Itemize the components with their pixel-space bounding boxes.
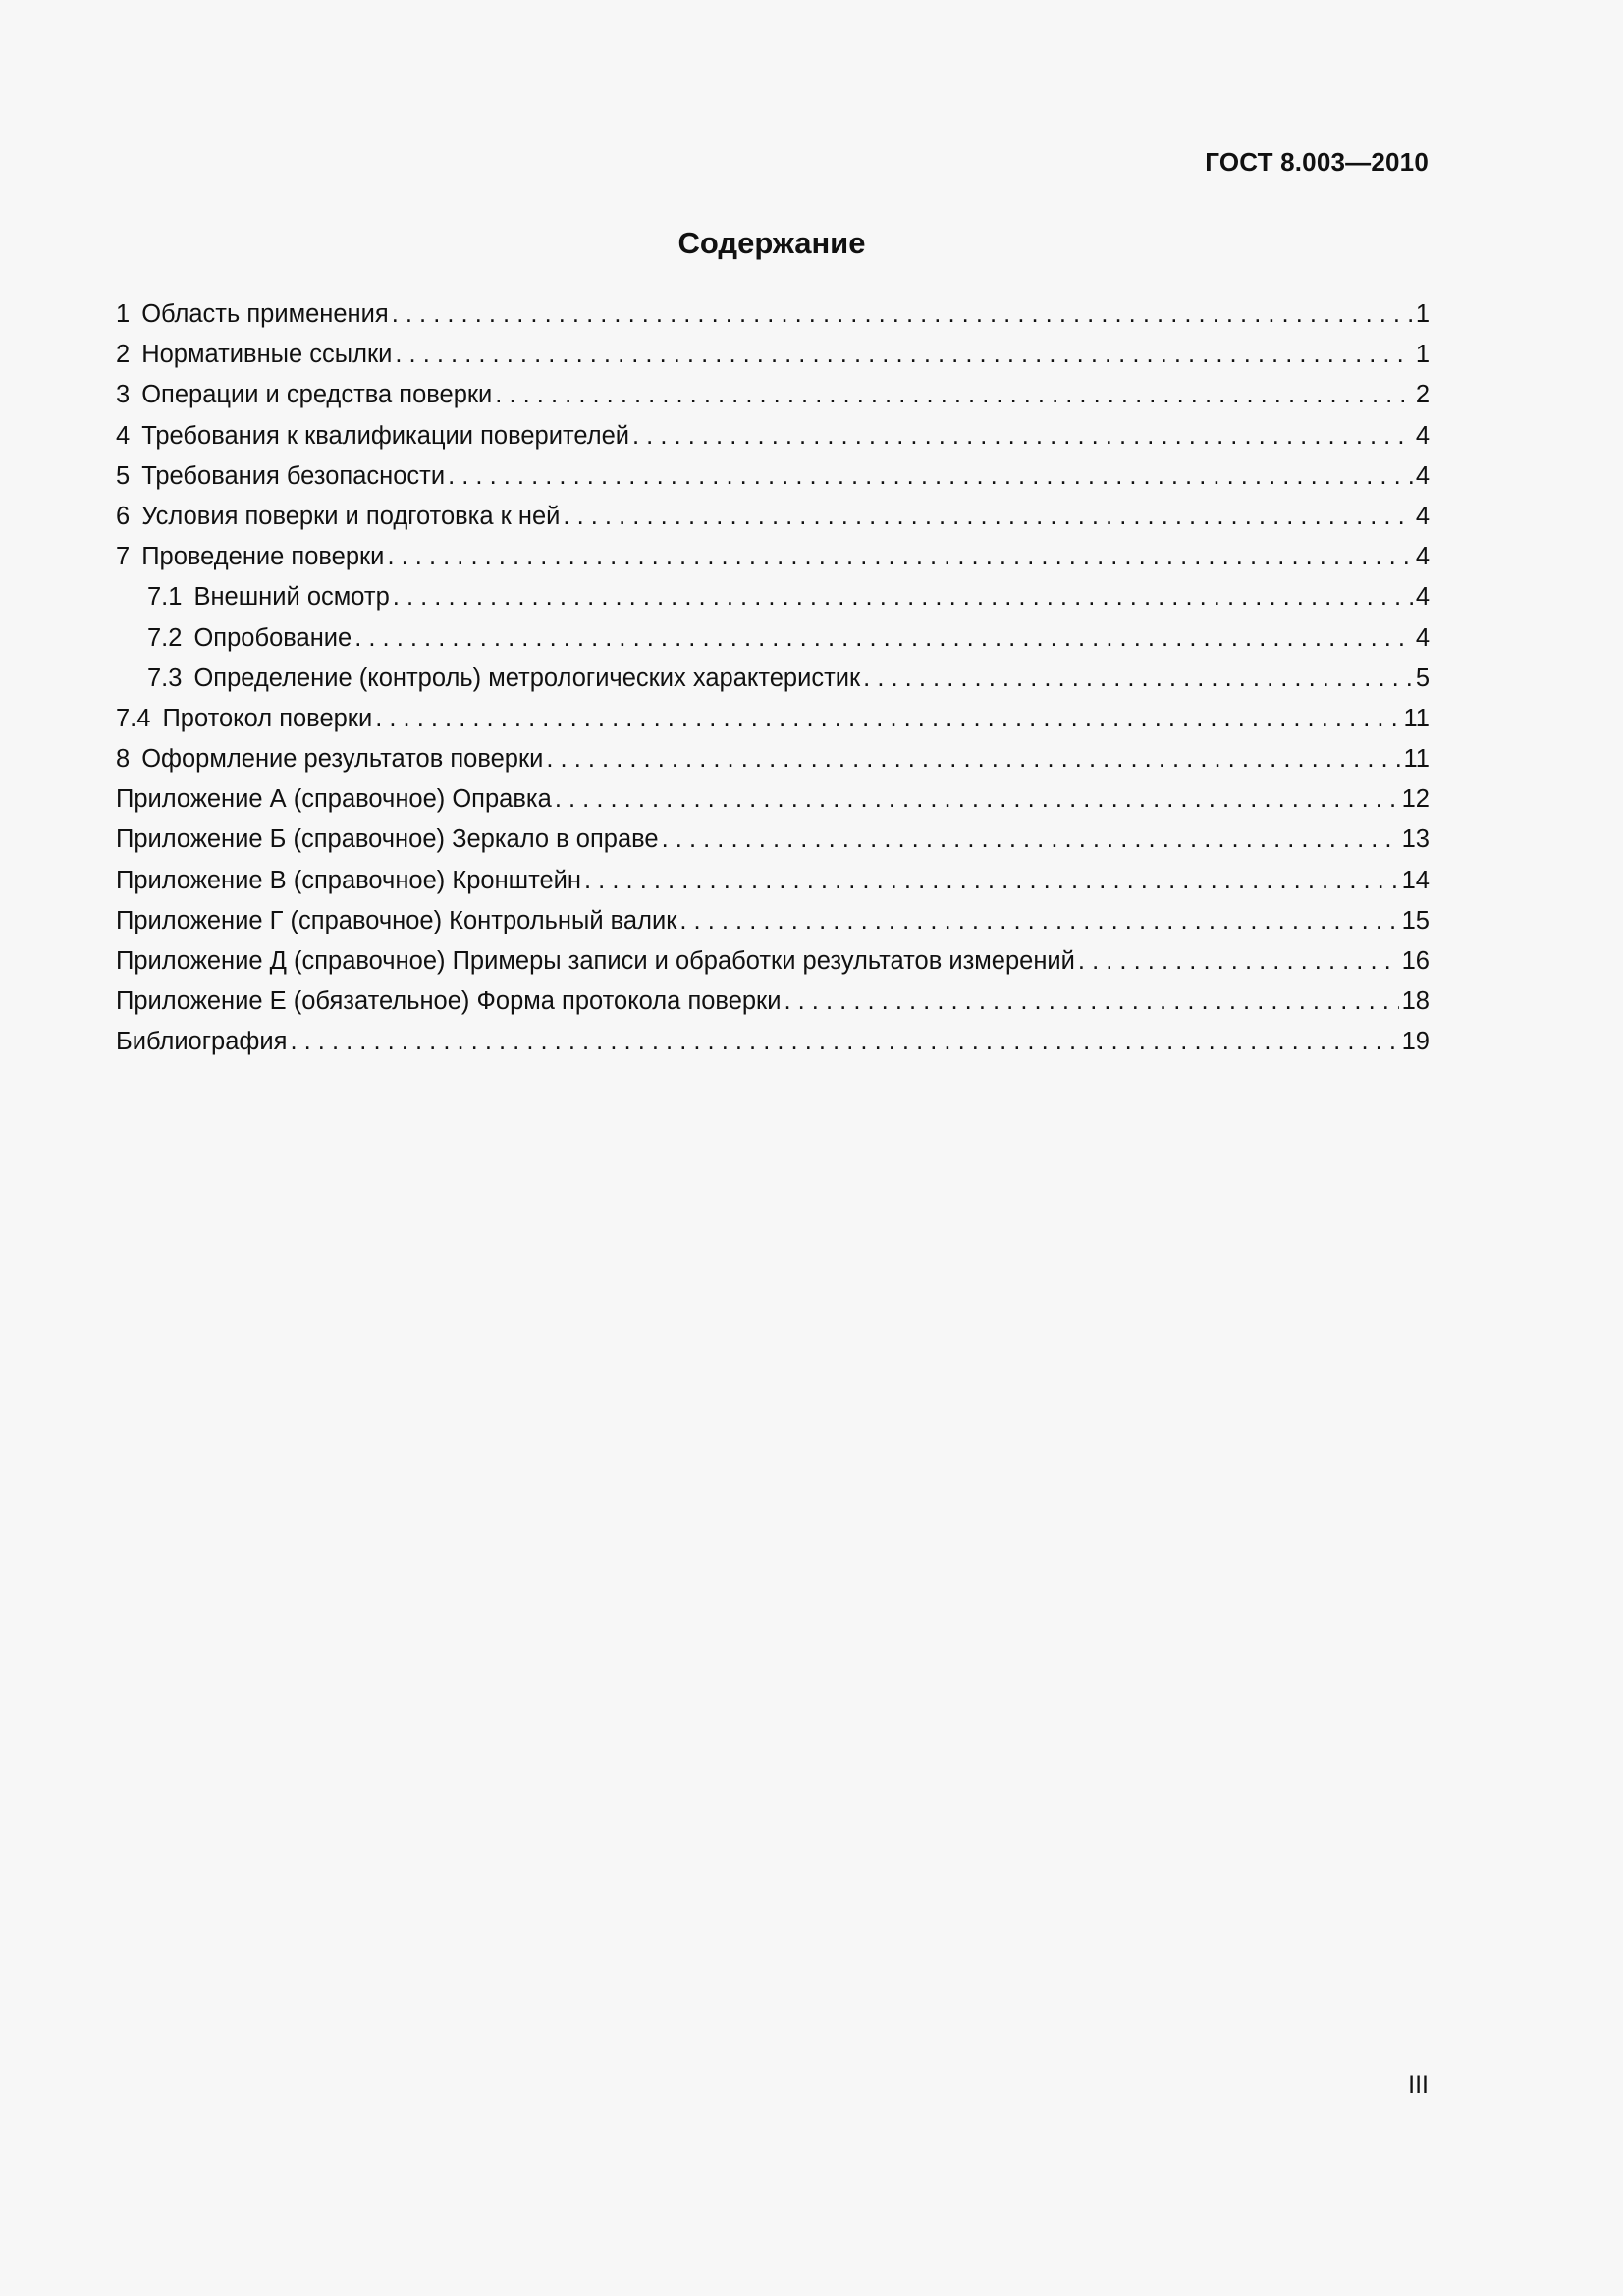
toc-entry[interactable]: [116, 375, 1430, 415]
toc-entry-label: Приложение В (справочное) Кронштейн: [116, 866, 582, 894]
toc-leader-dots: [395, 335, 1412, 375]
toc-entry-number: 4: [116, 421, 131, 450]
toc-entry[interactable]: [116, 739, 1430, 779]
toc-entry-label: Приложение Е (обязательное) Форма протокола поверки: [116, 988, 782, 1016]
toc-subentry[interactable]: [116, 618, 1430, 659]
toc-entry-number: 1: [116, 300, 131, 328]
toc-entry-label: Приложение А (справочное) Оправка: [116, 785, 552, 814]
toc-entry-label: Операции и средства поверки: [141, 381, 493, 409]
toc-entry-page: 16: [1401, 947, 1430, 975]
toc-entry-number: 7: [116, 543, 131, 571]
toc-entry-page: 4: [1415, 502, 1430, 530]
toc-entry-label: Протокол поверки: [162, 704, 373, 732]
toc-entry-page: 14: [1401, 866, 1430, 894]
toc-entry-label: Опробование: [193, 623, 352, 652]
toc-entry-label: Внешний осмотр: [193, 583, 390, 612]
toc-entry-page: 4: [1415, 623, 1430, 652]
document-header: ГОСТ 8.003—2010: [1205, 147, 1429, 177]
toc-entry-label: Библиография: [116, 1028, 288, 1056]
toc-entry[interactable]: [116, 294, 1430, 335]
toc-entry[interactable]: [116, 497, 1430, 537]
toc-leader-dots: [1078, 941, 1399, 982]
toc-entry-number: 7.3: [147, 664, 183, 692]
toc-appendix-entry[interactable]: [116, 861, 1430, 901]
toc-entry-page: 11: [1403, 704, 1430, 732]
toc-entry-number: 3: [116, 381, 131, 409]
toc-leader-dots: [354, 618, 1413, 659]
toc-entry-label: Проведение поверки: [141, 543, 385, 571]
toc-entry-label: Оформление результатов поверки: [141, 745, 544, 774]
toc-entry-number: 7.4: [116, 704, 151, 732]
toc-entry[interactable]: [116, 699, 1430, 739]
toc-leader-dots: [546, 739, 1400, 779]
toc-bibliography-entry[interactable]: [116, 1022, 1430, 1062]
toc-subentry[interactable]: [116, 577, 1430, 617]
toc-entry-page: 4: [1415, 583, 1430, 612]
toc-leader-dots: [290, 1022, 1398, 1062]
toc-leader-dots: [393, 577, 1413, 617]
toc-entry[interactable]: [116, 537, 1430, 577]
toc-leader-dots: [375, 699, 1400, 739]
toc-entry-page: 15: [1401, 906, 1430, 934]
toc-entry-page: 1: [1415, 300, 1430, 328]
toc-leader-dots: [662, 820, 1399, 860]
toc-entry-page: 1: [1415, 341, 1430, 369]
toc-entry-page: 5: [1415, 664, 1430, 692]
toc-entry-label: Приложение Б (справочное) Зеркало в оправе: [116, 826, 659, 854]
toc-appendix-entry[interactable]: [116, 901, 1430, 941]
toc-leader-dots: [584, 861, 1399, 901]
toc-entry-page: 4: [1415, 421, 1430, 450]
toc-entry-number: 5: [116, 461, 131, 490]
toc-leader-dots: [387, 537, 1412, 577]
toc-entry-number: 7.2: [147, 623, 183, 652]
toc-entry-page: 13: [1401, 826, 1430, 854]
toc-entry-label: Нормативные ссылки: [141, 341, 393, 369]
toc-leader-dots: [632, 416, 1413, 456]
toc-entry-number: 8: [116, 745, 131, 774]
toc-entry-page: 19: [1401, 1028, 1430, 1056]
toc-appendix-entry[interactable]: [116, 779, 1430, 820]
toc-entry-label: Область применения: [141, 300, 389, 328]
toc-entry[interactable]: [116, 456, 1430, 497]
toc-entry-page: 4: [1415, 543, 1430, 571]
toc-appendix-entry[interactable]: [116, 982, 1430, 1022]
toc-leader-dots: [563, 497, 1412, 537]
page-number: III: [1408, 2071, 1429, 2099]
toc-entry-page: 18: [1401, 988, 1430, 1016]
toc-subentry[interactable]: [116, 659, 1430, 699]
toc-entry-label: Требования к квалификации поверителей: [141, 421, 630, 450]
toc-leader-dots: [863, 659, 1413, 699]
toc-leader-dots: [555, 779, 1399, 820]
toc-leader-dots: [392, 294, 1413, 335]
toc-title: Содержание: [677, 226, 866, 260]
toc-entry-label: Условия поверки и подготовка к ней: [141, 502, 561, 530]
toc-entry-page: 11: [1403, 745, 1430, 774]
toc-entry-label: Приложение Д (справочное) Примеры записи и обработки результатов измерений: [116, 947, 1075, 975]
toc-entry[interactable]: [116, 335, 1430, 375]
toc-leader-dots: [679, 901, 1398, 941]
toc-entry-number: 6: [116, 502, 131, 530]
toc-entry-page: 12: [1401, 785, 1430, 814]
toc-appendix-entry[interactable]: [116, 820, 1430, 860]
toc-entry-number: 7.1: [147, 583, 183, 612]
toc-entry-label: Определение (контроль) метрологических характеристик: [193, 664, 861, 692]
toc-entry-label: Требования безопасности: [141, 461, 446, 490]
toc-leader-dots: [495, 375, 1413, 415]
table-of-contents: [116, 294, 1430, 1063]
toc-leader-dots: [448, 456, 1413, 497]
toc-entry-number: 2: [116, 341, 131, 369]
toc-entry-page: 4: [1415, 461, 1430, 490]
toc-leader-dots: [784, 982, 1398, 1022]
toc-entry-label: Приложение Г (справочное) Контрольный валик: [116, 906, 677, 934]
toc-entry-page: 2: [1415, 381, 1430, 409]
toc-appendix-entry[interactable]: [116, 941, 1430, 982]
toc-entry[interactable]: [116, 416, 1430, 456]
